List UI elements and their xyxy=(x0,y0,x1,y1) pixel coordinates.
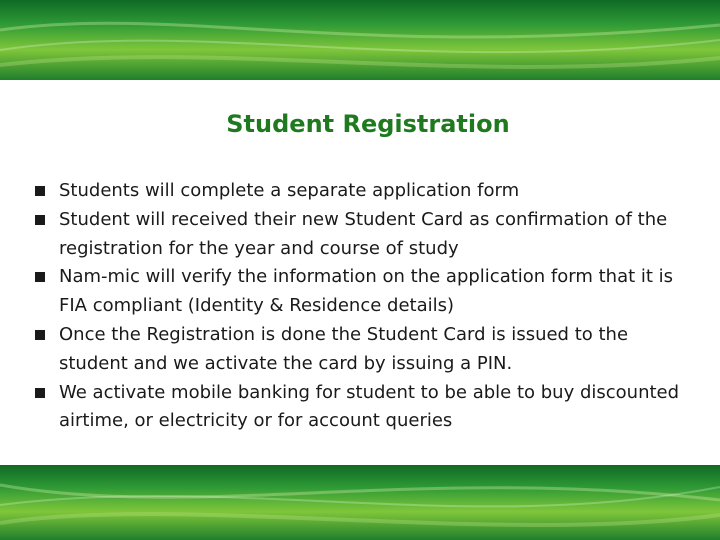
bullet-text: Student will received their new Student Card as confirmation of the registration for the year and course of study xyxy=(59,208,668,259)
list-item xyxy=(34,263,694,321)
square-bullet-icon xyxy=(35,388,45,398)
bottom-decorative-band xyxy=(0,465,720,540)
list-item xyxy=(34,177,694,206)
square-bullet-icon xyxy=(35,272,45,282)
bullet-text: Nam-mic will verify the information on the application form that it is FIA compliant (Identity & Residence details) xyxy=(59,266,674,317)
bullet-text: Students will complete a separate application form xyxy=(59,180,520,201)
bullet-text: We activate mobile banking for student to be able to buy discounted airtime, or electricity or for account queries xyxy=(59,381,680,432)
list-item xyxy=(34,379,694,437)
top-decorative-band xyxy=(0,0,720,80)
slide-title: Student Registration xyxy=(226,110,510,138)
list-item xyxy=(34,321,694,379)
list-item xyxy=(34,206,694,264)
square-bullet-icon xyxy=(35,330,45,340)
bullet-list xyxy=(34,177,694,436)
bullet-text: Once the Registration is done the Student Card is issued to the student and we activate the card by issuing a PIN. xyxy=(59,323,629,374)
square-bullet-icon xyxy=(35,186,45,196)
square-bullet-icon xyxy=(35,215,45,225)
